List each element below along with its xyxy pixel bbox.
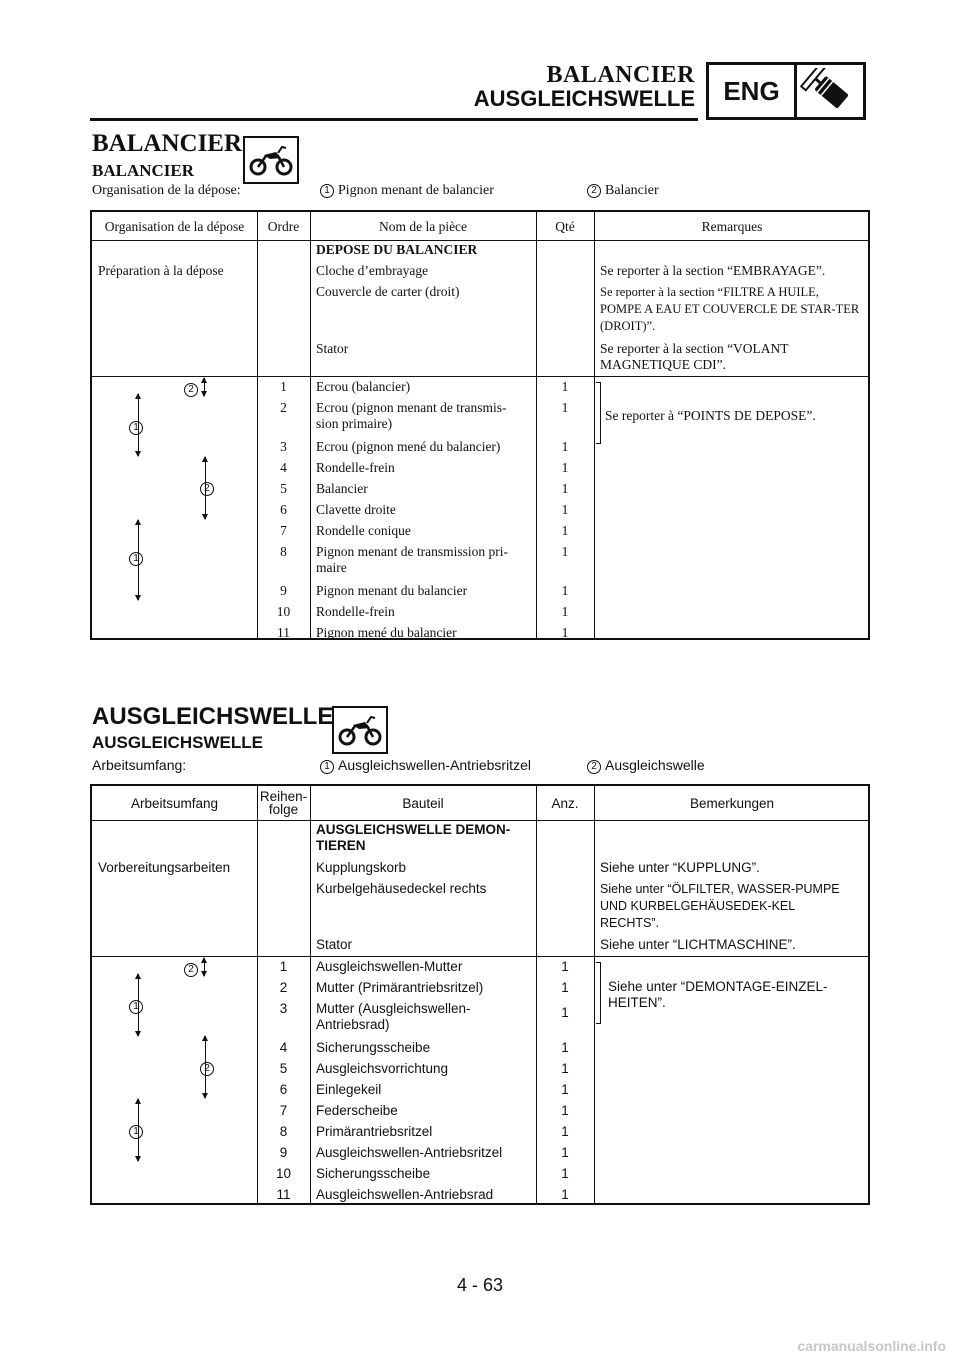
step-qty: 1 [561,583,569,598]
step-part: Ecrou (pignon menant de transmis- sion primaire) [316,400,507,431]
callout-1-icon: 1 [320,184,334,198]
org-label: Arbeitsumfang: [92,757,187,773]
bracket-remark: Se reporter à “POINTS DE DEPOSE”. [605,408,816,423]
col-header: Ordre [267,218,300,234]
range-arrow [205,1036,206,1098]
step-part: Federscheibe [316,1103,398,1118]
step-order: 4 [279,1040,288,1055]
step-order: 4 [280,460,287,475]
section-subheading-fr: BALANCIER [92,161,195,180]
step-qty: 1 [561,980,569,995]
step-order: 2 [279,980,288,995]
prep-title: DEPOSE DU BALANCIER [316,242,478,257]
step-qty: 1 [561,460,569,475]
callout-1-icon: 1 [129,1000,143,1014]
range-arrow [205,457,206,519]
step-part: Sicherungsscheibe [316,1040,431,1055]
step-qty: 1 [561,1082,569,1097]
prep-part: Couvercle de carter (droit) [316,284,460,299]
step-part: Primärantriebsritzel [316,1124,433,1139]
step-part: Sicherungsscheibe [316,1166,431,1181]
prep-remark: Se reporter à la section “VOLANT MAGNETIQUE CDI”. [600,341,789,372]
step-part: Ecrou (pignon mené du balancier) [316,439,501,454]
prep-remark: Se reporter à la section “EMBRAYAGE”. [600,263,826,278]
callout-1-icon: 1 [129,421,143,435]
org-label: Organisation de la dépose: [92,183,241,198]
step-qty: 1 [561,523,569,538]
range-arrow [204,958,205,976]
step-part: Pignon menant du balancier [316,583,468,598]
remark-bracket [596,382,601,444]
prep-part: Stator [316,341,349,356]
range-arrow [138,1099,139,1161]
col-header: Arbeitsumfang [130,795,219,811]
prep-part: Cloche d’embrayage [316,263,429,278]
col-header: Qté [555,218,575,234]
prep-remark: Siehe unter “KUPPLUNG”. [600,860,760,875]
step-order: 1 [279,959,288,974]
prep-label: Vorbereitungsarbeiten [98,860,231,875]
step-qty: 1 [561,481,569,496]
col-header: Nom de la pièce [378,218,468,234]
step-order: 1 [280,379,287,394]
step-part: Mutter (Primärantriebsritzel) [316,980,484,995]
col-header: Bauteil [402,795,444,811]
callout-2-icon: 2 [200,1062,214,1076]
step-qty: 1 [561,1145,569,1160]
step-part: Clavette droite [316,502,396,517]
col-header: Reihen- folge [259,789,308,817]
step-qty: 1 [561,502,569,517]
step-order: 10 [275,1166,292,1181]
step-order: 9 [279,1145,288,1160]
org-item-1: 1 Ausgleichswellen-Antriebsritzel [320,757,531,774]
step-qty: 1 [561,544,569,559]
step-part: Rondelle-frein [316,460,395,475]
prep-label: Préparation à la dépose [98,263,224,278]
motorcycle-icon [332,706,388,754]
step-order: 6 [280,502,287,517]
eng-badge-label: ENG [709,65,797,117]
callout-2-icon: 2 [587,760,601,774]
step-order: 8 [279,1124,288,1139]
prep-remark: Siehe unter “LICHTMASCHINE”. [600,937,796,952]
step-part: Balancier [316,481,368,496]
callout-1-icon: 1 [129,1125,143,1139]
col-header: Organisation de la dépose [104,218,245,234]
step-order: 6 [279,1082,288,1097]
step-order: 8 [280,544,287,559]
step-order: 3 [279,1001,288,1016]
section-badge [706,62,866,120]
range-arrow [138,974,139,1036]
step-order: 5 [280,481,287,496]
prep-remark: Se reporter à la section “FILTRE A HUILE, POMPE A EAU ET COUVERCLE DE STAR-TER (DROIT)”. [600,285,860,333]
bracket-remark: Siehe unter “DEMONTAGE-EINZEL- HEITEN”. [608,979,828,1010]
step-order: 7 [280,523,287,538]
step-order: 7 [279,1103,288,1118]
step-part: Ausgleichswellen-Antriebsritzel [316,1145,503,1160]
step-part: Pignon mené du balancier [316,625,457,640]
step-qty: 1 [561,1187,569,1202]
step-part: Ausgleichsvorrichtung [316,1061,449,1076]
step-order: 10 [276,604,291,619]
step-part: Rondelle-frein [316,604,395,619]
range-arrow [138,394,139,456]
step-part: Pignon menant de transmission pri- maire [316,544,508,575]
page-number: 4 - 63 [456,1275,504,1295]
engine-piston-icon [797,65,863,117]
prep-remark: Siehe unter “ÖLFILTER, WASSER-PUMPE UND KURBELGEHÄUSEDEK-KEL RECHTS”. [600,882,840,930]
range-arrow [138,520,139,600]
step-qty: 1 [561,1103,569,1118]
section-heading-fr: BALANCIER [92,130,243,157]
step-part: Mutter (Ausgleichswellen- Antriebsrad) [316,1001,471,1032]
org-item-1: 1 Pignon menant de balancier [320,183,494,199]
prep-part: Stator [316,937,353,952]
step-qty: 1 [561,379,569,394]
prep-title: AUSGLEICHSWELLE DEMON- TIEREN [316,822,511,853]
section-heading-de: AUSGLEICHSWELLE [92,703,334,730]
header-rule [90,118,698,121]
step-qty: 1 [561,1124,569,1139]
footer-watermark: carmanualsonline.info [797,1338,946,1354]
step-part: Einlegekeil [316,1082,382,1097]
prep-part: Kurbelgehäusedeckel rechts [316,881,487,896]
step-part: Ausgleichswellen-Mutter [316,959,463,974]
step-qty: 1 [561,604,569,619]
step-qty: 1 [561,1166,569,1181]
step-part: Ecrou (balancier) [316,379,411,394]
callout-2-icon: 2 [184,963,198,977]
remark-bracket [596,962,601,1024]
step-order: 11 [276,1187,291,1202]
step-order: 3 [280,439,287,454]
org-item-2: 2 Balancier [587,183,659,199]
header-title-fr: BALANCIER [546,62,695,88]
removal-table-de [90,784,870,1205]
callout-2-icon: 2 [184,383,198,397]
step-order: 5 [279,1061,288,1076]
header-title-de: AUSGLEICHSWELLE [473,86,695,111]
org-item-2: 2 Ausgleichswelle [587,757,705,774]
step-order: 2 [280,400,287,415]
callout-2-icon: 2 [200,482,214,496]
step-qty: 1 [561,625,569,640]
step-qty: 1 [561,1040,569,1055]
callout-1-icon: 1 [129,552,143,566]
callout-1-icon: 1 [320,760,334,774]
step-qty: 1 [561,400,569,415]
col-header: Remarques [701,218,763,234]
step-qty: 1 [561,1005,569,1020]
range-arrow [204,378,205,396]
step-order: 11 [277,625,290,640]
col-header: Bemerkungen [689,795,775,811]
step-part: Rondelle conique [316,523,411,538]
prep-part: Kupplungskorb [316,860,407,875]
removal-table-fr [90,210,870,640]
step-part: Ausgleichswellen-Antriebsrad [316,1187,494,1202]
motorcycle-icon [243,136,299,184]
step-qty: 1 [561,439,569,454]
step-order: 9 [280,583,287,598]
step-qty: 1 [561,959,569,974]
step-qty: 1 [561,1061,569,1076]
col-header: Anz. [551,795,579,811]
callout-2-icon: 2 [587,184,601,198]
section-subheading-de: AUSGLEICHSWELLE [92,733,263,752]
